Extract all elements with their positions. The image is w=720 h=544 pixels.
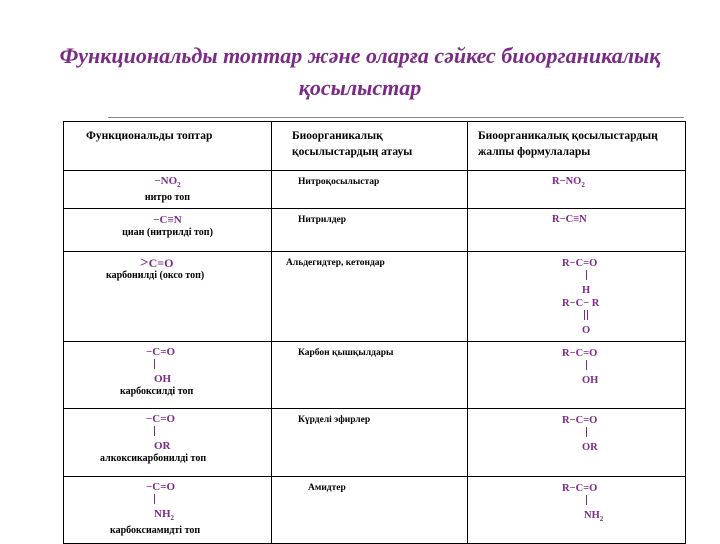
group-name: карбонилді (оксо топ) [106,270,205,281]
functional-group-cell [64,252,272,342]
compound-class: Күрделі эфирлер [298,415,371,425]
group-name: алкоксикарбонилді топ [100,453,207,464]
formula-substituent: NH [584,510,600,521]
functional-group-cell [64,209,272,252]
general-formula: R−C=O [562,483,598,494]
ketone-formula: R−C− R [562,298,600,309]
general-formula: R−NO [552,176,582,187]
header-compound-names: Биоорганикалық қосылыстардың атауы [272,122,468,171]
formula-subscript: 2 [581,181,585,190]
group-name: нитро топ [144,192,191,204]
title-line-1: Функциональды топтар және оларға сәйкес биоорганикалық [59,43,661,68]
functional-groups-table [63,121,686,544]
group-formula: −C=O [146,481,176,493]
compound-class: Нитрилдер [298,215,347,225]
table-row [64,209,686,252]
title-line-2: қосылыстар [298,75,422,100]
single-bond [154,426,155,436]
header-general-formulas: Биоорганикалық қосылыстардың жалпы формулалары [468,122,686,171]
formula-substituent-subscript: 2 [599,515,604,524]
single-bond [586,495,587,505]
formula-substituent: OH [582,375,599,386]
formula-substituent: OR [582,442,598,453]
table-row [64,252,686,342]
general-formula: R−C≡N [552,214,587,225]
single-bond [586,270,587,280]
compound-class: Амидтер [308,483,346,493]
compound-class-cell [272,209,468,252]
functional-group-cell [64,477,272,544]
single-bond [154,359,155,369]
formula-cell [468,171,686,209]
ketone-oxygen: O [582,325,591,336]
table-row [64,409,686,477]
aldehyde-h: H [582,285,591,296]
group-substituent: NH [154,508,171,520]
formula-cell [468,252,686,342]
group-formula: C=O [148,256,174,270]
header-row [64,122,686,171]
general-formula: R−C=O [562,348,598,359]
table-row [64,342,686,409]
aldehyde-formula: R−C=O [562,258,598,269]
compound-class-cell [272,342,468,409]
functional-group-cell [64,409,272,477]
group-name: карбоксиамидті топ [110,525,201,537]
compound-class-cell [272,252,468,342]
group-subscript: 2 [177,181,181,190]
group-formula: −C=O [146,346,176,358]
group-substituent-subscript: 2 [170,514,174,523]
group-name: карбоксилді топ [120,386,194,397]
group-formula: −NO [154,175,178,187]
table-row [64,171,686,209]
functional-group-cell [64,342,272,409]
group-formula: −C≡N [153,214,182,226]
compound-class-cell [272,477,468,544]
group-substituent: OR [154,440,171,452]
compound-class: Альдегидтер, кетондар [286,258,385,268]
group-substituent: OH [154,373,172,385]
single-bond [586,360,587,370]
formula-cell [468,342,686,409]
compound-class: Нитроқосылыстар [298,177,380,187]
compound-class-cell [272,171,468,209]
double-bond [584,310,588,320]
single-bond [154,494,155,504]
compound-class: Карбон қышқылдары [298,348,394,358]
carbonyl-symbol: > [140,255,149,271]
header-functional-groups: Функциональды топтар [64,122,272,171]
formula-cell [468,209,686,252]
formula-cell [468,409,686,477]
group-name: циан (нитрилді топ) [122,227,213,238]
single-bond [586,427,587,437]
functional-group-cell [64,171,272,209]
group-formula: −C=O [146,413,176,425]
compound-class-cell [272,409,468,477]
general-formula: R−C=O [562,415,598,426]
table-row [64,477,686,544]
title-divider [108,117,684,118]
formula-cell [468,477,686,544]
slide-title [20,40,700,104]
